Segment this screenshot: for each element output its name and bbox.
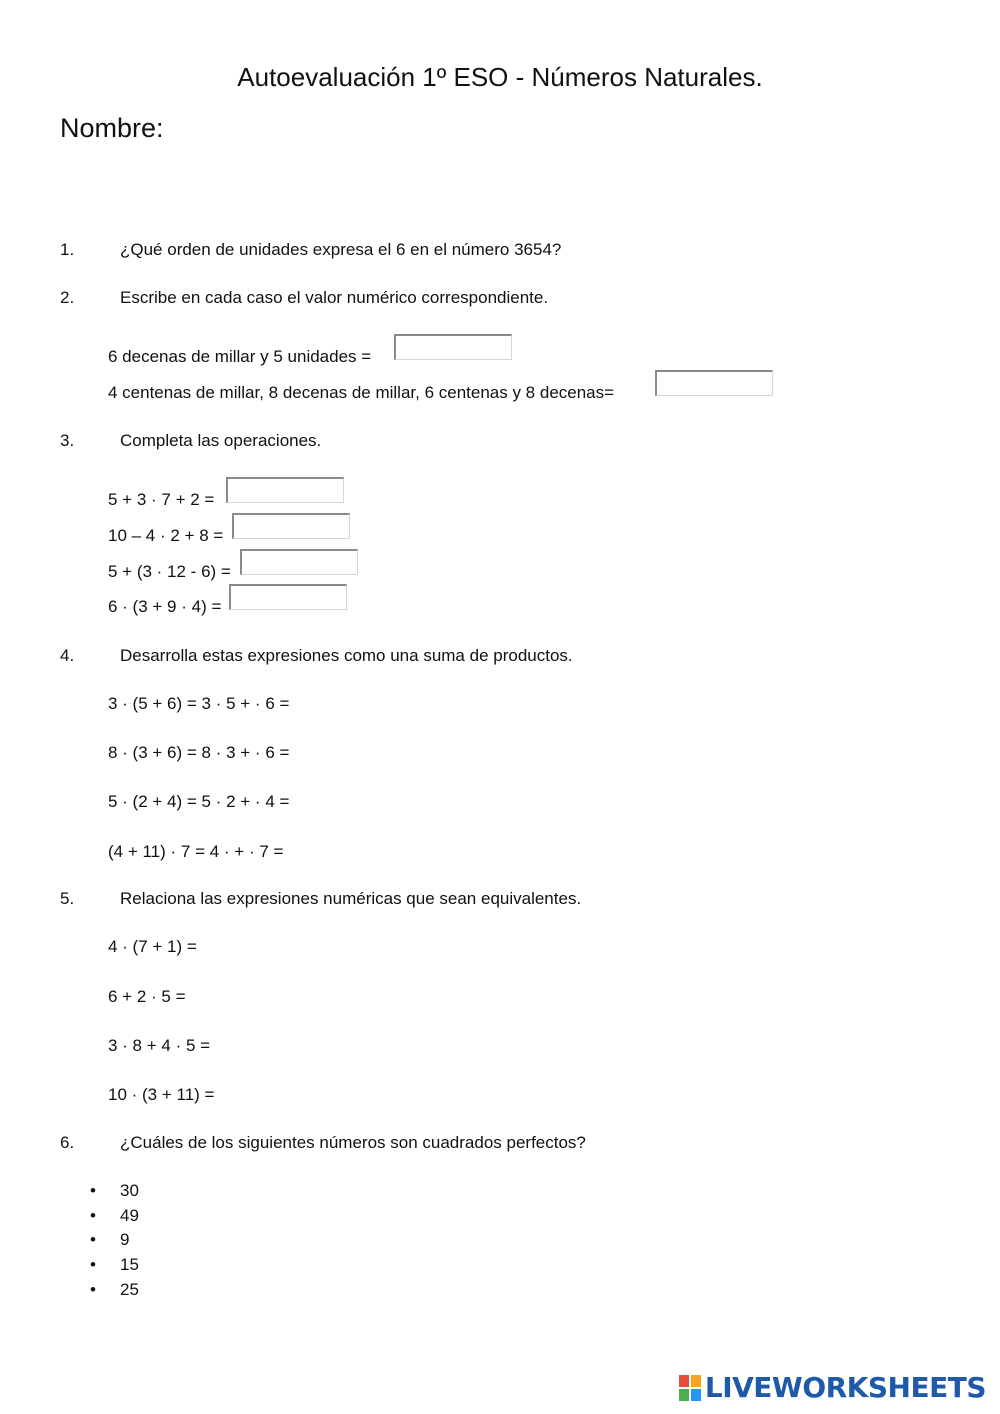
question-5-number: 5. — [60, 889, 75, 908]
q5-line-4: 10 · (3 + 11) = — [108, 1085, 215, 1104]
bullet-icon: • — [90, 1206, 96, 1225]
question-2-number: 2. — [60, 288, 75, 307]
liveworksheets-logo-icon — [679, 1375, 701, 1401]
bullet-icon: • — [90, 1255, 96, 1274]
question-6-number: 6. — [60, 1133, 75, 1152]
q2-line-2: 4 centenas de millar, 8 decenas de millar, 6 centenas y 8 decenas= — [108, 383, 615, 402]
name-label: Nombre: — [60, 113, 164, 143]
question-1-text: ¿Qué orden de unidades expresa el 6 en el número 3654? — [120, 240, 562, 259]
question-1-number: 1. — [60, 240, 75, 259]
question-6-text: ¿Cuáles de los siguientes números son cuadrados perfectos? — [120, 1133, 586, 1152]
q3-line-4: 6 · (3 + 9 · 4) = — [108, 597, 222, 616]
q5-line-3: 3 · 8 + 4 · 5 = — [108, 1036, 211, 1055]
q3-answer-box-1[interactable] — [226, 477, 344, 503]
bullet-icon: • — [90, 1280, 96, 1299]
q3-line-3: 5 + (3 · 12 - 6) = — [108, 562, 231, 581]
q4-line-4: (4 + 11) · 7 = 4 · + · 7 = — [108, 842, 284, 861]
q5-line-1: 4 · (7 + 1) = — [108, 937, 197, 956]
q2-answer-box-1[interactable] — [394, 334, 512, 360]
q4-line-1: 3 · (5 + 6) = 3 · 5 + · 6 = — [108, 694, 290, 713]
q4-line-2: 8 · (3 + 6) = 8 · 3 + · 6 = — [108, 743, 290, 762]
q6-option: 9 — [120, 1230, 130, 1249]
q5-line-2: 6 + 2 · 5 = — [108, 987, 186, 1006]
q6-option: 49 — [120, 1206, 139, 1225]
question-2-text: Escribe en cada caso el valor numérico correspondiente. — [120, 288, 549, 307]
q4-line-3: 5 · (2 + 4) = 5 · 2 + · 4 = — [108, 792, 290, 811]
question-5-text: Relaciona las expresiones numéricas que sean equivalentes. — [120, 889, 582, 908]
q3-line-2: 10 – 4 · 2 + 8 = — [108, 526, 224, 545]
bullet-icon: • — [90, 1230, 96, 1249]
question-3-number: 3. — [60, 431, 75, 450]
q3-answer-box-3[interactable] — [240, 549, 358, 575]
q6-option: 15 — [120, 1255, 139, 1274]
bullet-icon: • — [90, 1181, 96, 1200]
q2-answer-box-2[interactable] — [655, 370, 773, 396]
question-4-number: 4. — [60, 646, 75, 665]
q6-option: 30 — [120, 1181, 139, 1200]
question-4-text: Desarrolla estas expresiones como una suma de productos. — [120, 646, 573, 665]
q3-line-1: 5 + 3 · 7 + 2 = — [108, 490, 215, 509]
liveworksheets-brand — [679, 1371, 986, 1404]
liveworksheets-wordmark: LIVEWORKSHEETS — [704, 1371, 986, 1404]
page-title: Autoevaluación 1º ESO - Números Naturales. — [237, 62, 763, 92]
question-3-text: Completa las operaciones. — [120, 431, 322, 450]
q6-option: 25 — [120, 1280, 139, 1299]
q3-answer-box-2[interactable] — [232, 513, 350, 539]
q3-answer-box-4[interactable] — [229, 584, 347, 610]
q2-line-1: 6 decenas de millar y 5 unidades = — [108, 347, 372, 366]
